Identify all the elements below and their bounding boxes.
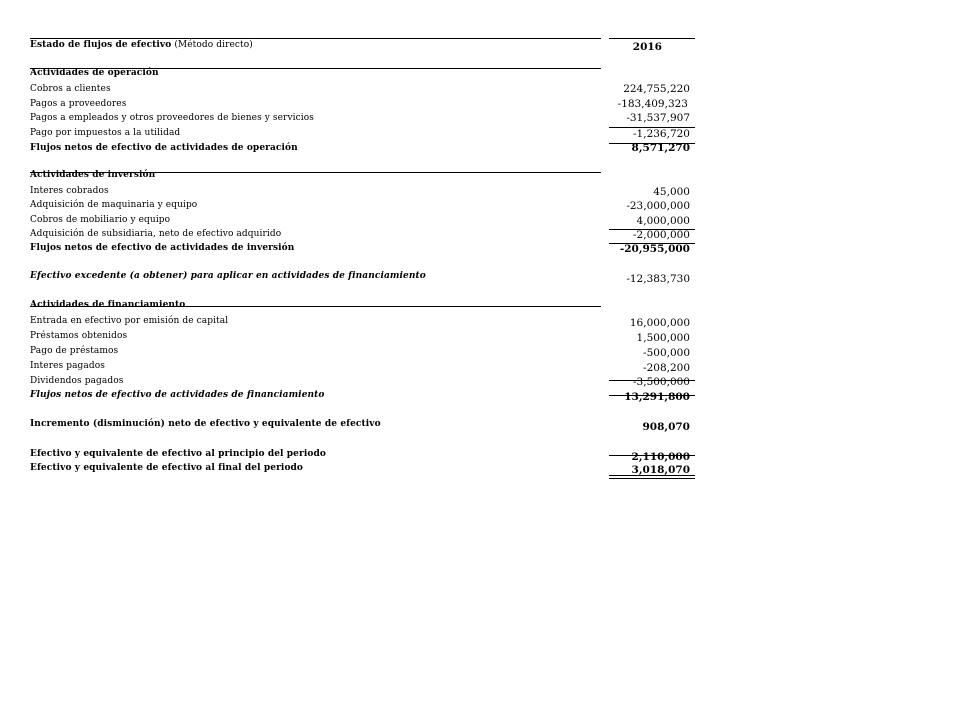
line-value: 1,500,000 [636,332,690,344]
statement-title [30,40,253,50]
grand-total-double-line [609,475,695,479]
excedente-label: Efectivo excedente (a obtener) para aplicar en actividades de financiamiento [30,271,426,281]
line-value: 224,755,220 [623,83,690,95]
line-item: Pagos a proveedores [30,99,127,109]
line-value: -208,200 [643,362,690,374]
line-item: Cobros a clientes [30,84,111,94]
financiamiento-total-value: 13,291,800 [624,391,690,403]
incremento-label: Incremento (disminución) neto de efectivo y equivalente de efectivo [30,419,381,429]
line-item: Adquisición de subsidiaria, neto de efectivo adquirido [30,229,282,239]
operacion-total-value: 8,571,270 [631,142,690,154]
header-top-line-left [30,38,601,39]
line-item: Pago por impuestos a la utilidad [30,128,181,138]
inicio-label: Efectivo y equivalente de efectivo al principio del periodo [30,449,326,459]
line-value: 4,000,000 [636,215,690,227]
inversion-heading: Actividades de inversión [30,170,156,180]
inversion-total-value: -20,955,000 [619,243,690,255]
operacion-heading: Actividades de operación [30,68,159,78]
line-value: -3,500,000 [633,376,690,388]
header-top-line-right [609,38,695,39]
line-value: -1,236,720 [633,128,690,140]
line-item: Pago de préstamos [30,346,119,356]
financiamiento-total-label: Flujos netos de efectivo de actividades de financiamiento [30,390,325,400]
excedente-value: -12,383,730 [626,273,690,285]
inversion-total-label: Flujos netos de efectivo de actividades de inversión [30,243,295,253]
line-value: 45,000 [653,186,690,198]
line-item: Cobros de mobiliario y equipo [30,215,171,225]
year-header: 2016 [632,41,662,53]
statement-title-method: (Método directo) [171,40,253,50]
line-item: Interes pagados [30,361,105,371]
operacion-total-label: Flujos netos de efectivo de actividades de operación [30,143,298,153]
line-value: -183,409,323 [617,98,688,110]
line-item: Pagos a empleados y otros proveedores de bienes y servicios [30,113,314,123]
line-item: Entrada en efectivo por emisión de capital [30,316,229,326]
line-value: -23,000,000 [626,200,690,212]
line-item: Interes cobrados [30,186,109,196]
line-item: Adquisición de maquinaria y equipo [30,200,198,210]
statement-title-main: Estado de flujos de efectivo [30,40,172,50]
line-item: Préstamos obtenidos [30,331,128,341]
line-value: -2,000,000 [633,229,690,241]
line-item: Dividendos pagados [30,376,124,386]
final-label: Efectivo y equivalente de efectivo al final del periodo [30,463,304,473]
final-value: 3,018,070 [631,464,690,476]
financiamiento-heading: Actividades de financiamiento [30,300,186,310]
line-value: -500,000 [643,347,690,359]
incremento-value: 908,070 [642,421,690,433]
line-value: 16,000,000 [629,317,690,329]
inicio-value: 2,110,000 [631,451,690,463]
line-value: -31,537,907 [626,112,690,124]
